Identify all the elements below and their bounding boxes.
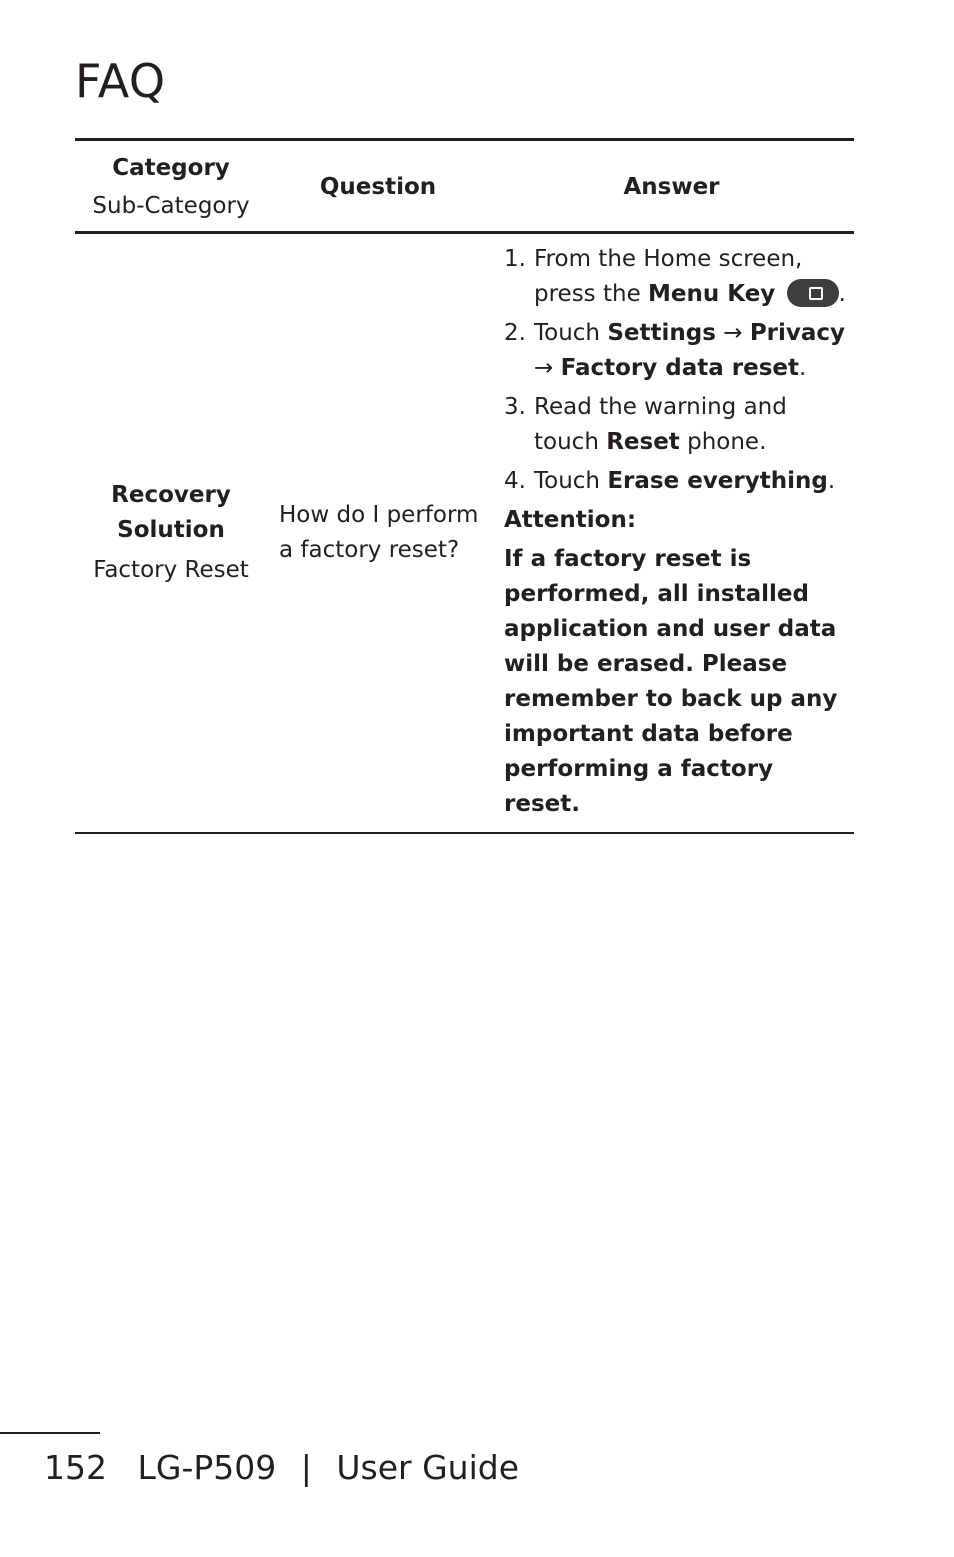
step-text-bold: Factory data reset <box>560 355 799 381</box>
page-footer <box>44 1446 519 1490</box>
question-text: How do I perform a factory reset? <box>279 502 479 563</box>
answer-step-2 <box>504 316 854 386</box>
table-header <box>75 140 854 233</box>
header-sub-category-label: Sub-Category <box>92 193 250 219</box>
step-number: 2. <box>504 320 526 346</box>
step-text <box>534 242 854 312</box>
step-text-bold: Erase everything <box>607 468 828 494</box>
page-title: FAQ <box>75 54 166 108</box>
step-text-bold: Menu Key <box>648 281 776 307</box>
question-cell <box>267 233 489 834</box>
step-number: 1. <box>504 246 526 272</box>
step-number: 4. <box>504 468 526 494</box>
footer-divider <box>0 1432 100 1434</box>
category-line2: Solution <box>117 517 225 543</box>
footer-model: LG-P509 <box>137 1448 277 1487</box>
step-text <box>534 316 854 386</box>
header-category-label: Category <box>112 155 230 181</box>
category-line1: Recovery <box>111 482 231 508</box>
step-text-plain: Touch <box>534 320 608 346</box>
faq-table <box>75 138 854 834</box>
sub-category: Factory Reset <box>93 557 249 583</box>
step-text <box>534 390 854 460</box>
warning-text: If a factory reset is performed, all installed application and user data will be erased. Please remember to back up any important data before performing a factory reset. <box>504 546 838 817</box>
step-text-bold: Settings <box>607 320 716 346</box>
answer-step-4 <box>504 464 854 499</box>
step-text-end: phone. <box>679 429 767 455</box>
step-text-bold: Privacy <box>749 320 846 346</box>
page-number: 152 <box>44 1448 107 1487</box>
step-number: 3. <box>504 394 526 420</box>
header-row <box>75 140 854 233</box>
header-category <box>75 140 267 233</box>
category-cell <box>75 233 267 834</box>
header-answer: Answer <box>623 174 720 200</box>
step-text-end: . <box>838 281 846 307</box>
step-text-bold: Reset <box>606 429 680 455</box>
step-text-end: . <box>798 355 807 381</box>
answer-steps <box>504 242 854 499</box>
step-text <box>534 464 854 499</box>
menu-key-icon <box>787 279 839 307</box>
answer-cell <box>489 233 854 834</box>
answer-step-1 <box>504 242 854 312</box>
answer-step-3 <box>504 390 854 460</box>
table-body <box>75 233 854 834</box>
step-text-plain: Touch <box>534 468 608 494</box>
header-question: Question <box>319 174 437 200</box>
step-text-plain: From the Home screen, press the <box>534 246 803 307</box>
step-text-plain: Read the warning and touch <box>534 394 787 455</box>
footer-guide: User Guide <box>336 1448 520 1487</box>
table-row <box>75 233 854 834</box>
arrow-icon: → <box>715 320 750 346</box>
arrow-icon: → <box>534 355 561 381</box>
attention-label: Attention: <box>504 507 637 533</box>
footer-separator: | <box>300 1448 312 1487</box>
step-text-end: . <box>827 468 836 494</box>
